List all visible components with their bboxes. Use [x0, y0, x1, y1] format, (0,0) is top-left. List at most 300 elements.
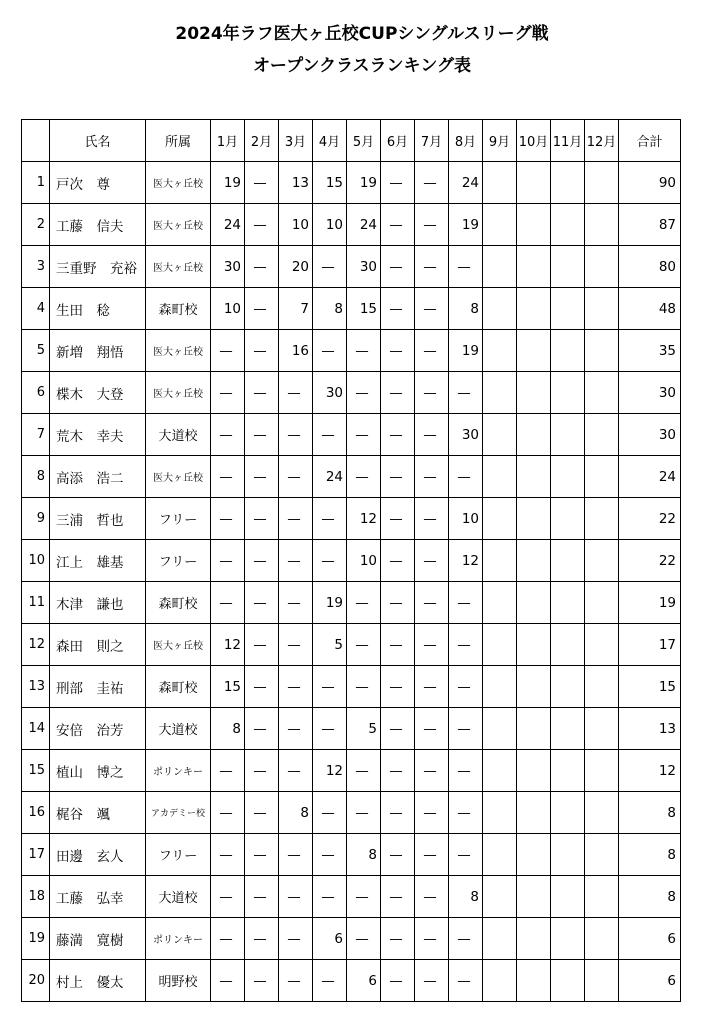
month-score-cell: 12: [211, 624, 245, 666]
month-score-cell: —: [449, 666, 483, 708]
month-score-cell: [483, 372, 517, 414]
month-score-cell: [483, 330, 517, 372]
header-month-10: 10月: [517, 120, 551, 162]
rank-cell: 1: [22, 162, 50, 204]
month-score-cell: 24: [449, 162, 483, 204]
month-score-cell: 15: [347, 288, 381, 330]
affiliation-cell: フリー: [146, 498, 211, 540]
month-score-cell: —: [347, 456, 381, 498]
month-score-cell: 10: [211, 288, 245, 330]
month-score-cell: [483, 624, 517, 666]
month-score-cell: —: [313, 540, 347, 582]
month-score-cell: 10: [279, 204, 313, 246]
month-score-cell: 19: [347, 162, 381, 204]
player-name: 楪木 大登: [50, 372, 146, 414]
month-score-cell: [551, 498, 585, 540]
month-score-cell: —: [347, 582, 381, 624]
month-score-cell: [585, 666, 619, 708]
month-score-cell: [483, 414, 517, 456]
month-score-cell: 19: [313, 582, 347, 624]
month-score-cell: [551, 708, 585, 750]
total-cell: 8: [619, 876, 681, 918]
month-score-cell: —: [415, 792, 449, 834]
month-score-cell: —: [279, 918, 313, 960]
month-score-cell: [551, 288, 585, 330]
month-score-cell: [551, 750, 585, 792]
month-score-cell: [585, 540, 619, 582]
month-score-cell: 10: [449, 498, 483, 540]
header-month-8: 8月: [449, 120, 483, 162]
month-score-cell: [517, 204, 551, 246]
month-score-cell: —: [245, 876, 279, 918]
month-score-cell: —: [415, 540, 449, 582]
month-score-cell: 6: [313, 918, 347, 960]
month-score-cell: [585, 162, 619, 204]
month-score-cell: [551, 792, 585, 834]
month-score-cell: —: [211, 918, 245, 960]
affiliation-cell: 医大ヶ丘校: [146, 372, 211, 414]
header-total: 合計: [619, 120, 681, 162]
month-score-cell: —: [415, 876, 449, 918]
month-score-cell: —: [245, 960, 279, 1002]
total-cell: 8: [619, 792, 681, 834]
total-cell: 30: [619, 372, 681, 414]
month-score-cell: [551, 960, 585, 1002]
total-cell: 8: [619, 834, 681, 876]
month-score-cell: [551, 666, 585, 708]
month-score-cell: —: [415, 750, 449, 792]
month-score-cell: 8: [449, 288, 483, 330]
month-score-cell: [585, 792, 619, 834]
month-score-cell: [551, 414, 585, 456]
rank-cell: 6: [22, 372, 50, 414]
month-score-cell: [585, 498, 619, 540]
month-score-cell: [585, 372, 619, 414]
month-score-cell: —: [245, 456, 279, 498]
month-score-cell: —: [381, 666, 415, 708]
month-score-cell: —: [245, 330, 279, 372]
month-score-cell: [517, 624, 551, 666]
total-cell: 87: [619, 204, 681, 246]
month-score-cell: —: [245, 834, 279, 876]
rank-cell: 15: [22, 750, 50, 792]
month-score-cell: [551, 834, 585, 876]
month-score-cell: —: [381, 708, 415, 750]
month-score-cell: —: [211, 540, 245, 582]
page-title: 2024年ラフ医大ヶ丘校CUPシングルスリーグ戦: [175, 24, 549, 44]
header-affiliation: 所属: [146, 120, 211, 162]
table-row: [22, 876, 681, 918]
ranking-table: [21, 119, 681, 1002]
month-score-cell: —: [415, 960, 449, 1002]
month-score-cell: —: [211, 834, 245, 876]
month-score-cell: [585, 204, 619, 246]
month-score-cell: —: [279, 666, 313, 708]
month-score-cell: —: [381, 792, 415, 834]
rank-cell: 16: [22, 792, 50, 834]
player-name: 工藤 信夫: [50, 204, 146, 246]
month-score-cell: —: [279, 582, 313, 624]
month-score-cell: —: [279, 372, 313, 414]
month-score-cell: —: [381, 414, 415, 456]
month-score-cell: —: [279, 708, 313, 750]
table-row: [22, 960, 681, 1002]
month-score-cell: [585, 708, 619, 750]
month-score-cell: —: [381, 246, 415, 288]
table-row: [22, 162, 681, 204]
player-name: 荒木 幸夫: [50, 414, 146, 456]
month-score-cell: [483, 918, 517, 960]
rank-cell: 18: [22, 876, 50, 918]
month-score-cell: —: [415, 666, 449, 708]
month-score-cell: —: [381, 162, 415, 204]
month-score-cell: 19: [211, 162, 245, 204]
month-score-cell: [483, 582, 517, 624]
affiliation-cell: 大道校: [146, 708, 211, 750]
month-score-cell: —: [449, 582, 483, 624]
month-score-cell: [517, 750, 551, 792]
affiliation-cell: フリー: [146, 540, 211, 582]
month-score-cell: —: [381, 204, 415, 246]
table-row: [22, 498, 681, 540]
month-score-cell: [517, 708, 551, 750]
month-score-cell: —: [245, 582, 279, 624]
table-row: [22, 582, 681, 624]
total-cell: 17: [619, 624, 681, 666]
month-score-cell: 20: [279, 246, 313, 288]
month-score-cell: [585, 960, 619, 1002]
table-row: [22, 750, 681, 792]
month-score-cell: [483, 204, 517, 246]
table-row: [22, 288, 681, 330]
affiliation-cell: アカデミー校: [146, 792, 211, 834]
month-score-cell: —: [279, 750, 313, 792]
month-score-cell: —: [381, 540, 415, 582]
rank-cell: 20: [22, 960, 50, 1002]
month-score-cell: 8: [313, 288, 347, 330]
month-score-cell: —: [211, 372, 245, 414]
total-cell: 6: [619, 960, 681, 1002]
month-score-cell: [483, 708, 517, 750]
month-score-cell: —: [415, 918, 449, 960]
month-score-cell: —: [415, 582, 449, 624]
month-score-cell: —: [415, 834, 449, 876]
month-score-cell: —: [313, 246, 347, 288]
player-name: 田邊 玄人: [50, 834, 146, 876]
month-score-cell: [517, 162, 551, 204]
month-score-cell: [483, 246, 517, 288]
month-score-cell: —: [245, 498, 279, 540]
month-score-cell: [585, 834, 619, 876]
month-score-cell: [517, 876, 551, 918]
header-month-9: 9月: [483, 120, 517, 162]
month-score-cell: [483, 792, 517, 834]
month-score-cell: [551, 162, 585, 204]
month-score-cell: 7: [279, 288, 313, 330]
month-score-cell: —: [313, 876, 347, 918]
month-score-cell: [585, 246, 619, 288]
month-score-cell: —: [347, 414, 381, 456]
player-name: 工藤 弘幸: [50, 876, 146, 918]
header-month-11: 11月: [551, 120, 585, 162]
month-score-cell: —: [245, 624, 279, 666]
month-score-cell: [585, 582, 619, 624]
month-score-cell: —: [313, 834, 347, 876]
month-score-cell: —: [449, 750, 483, 792]
month-score-cell: —: [381, 330, 415, 372]
month-score-cell: [483, 162, 517, 204]
month-score-cell: —: [245, 246, 279, 288]
player-name: 生田 稔: [50, 288, 146, 330]
month-score-cell: 19: [449, 204, 483, 246]
month-score-cell: —: [381, 624, 415, 666]
total-cell: 30: [619, 414, 681, 456]
month-score-cell: —: [245, 204, 279, 246]
month-score-cell: —: [279, 624, 313, 666]
month-score-cell: —: [245, 288, 279, 330]
table-row: [22, 456, 681, 498]
total-cell: 19: [619, 582, 681, 624]
month-score-cell: [517, 330, 551, 372]
month-score-cell: [517, 540, 551, 582]
header-month-6: 6月: [381, 120, 415, 162]
month-score-cell: 6: [347, 960, 381, 1002]
affiliation-cell: 医大ヶ丘校: [146, 330, 211, 372]
affiliation-cell: ポリンキー: [146, 750, 211, 792]
player-name: 木津 謙也: [50, 582, 146, 624]
table-row: [22, 246, 681, 288]
header-month-2: 2月: [245, 120, 279, 162]
month-score-cell: —: [313, 792, 347, 834]
affiliation-cell: 大道校: [146, 876, 211, 918]
month-score-cell: —: [279, 456, 313, 498]
month-score-cell: 19: [449, 330, 483, 372]
month-score-cell: —: [279, 960, 313, 1002]
player-name: 村上 優太: [50, 960, 146, 1002]
month-score-cell: —: [347, 792, 381, 834]
month-score-cell: —: [415, 204, 449, 246]
month-score-cell: [483, 960, 517, 1002]
affiliation-cell: ポリンキー: [146, 918, 211, 960]
month-score-cell: —: [347, 750, 381, 792]
player-name: 梶谷 颯: [50, 792, 146, 834]
table-row: [22, 708, 681, 750]
rank-cell: 7: [22, 414, 50, 456]
month-score-cell: —: [381, 456, 415, 498]
header-month-12: 12月: [585, 120, 619, 162]
month-score-cell: [585, 456, 619, 498]
month-score-cell: —: [245, 540, 279, 582]
month-score-cell: 30: [347, 246, 381, 288]
month-score-cell: [551, 330, 585, 372]
month-score-cell: 8: [449, 876, 483, 918]
month-score-cell: —: [415, 162, 449, 204]
month-score-cell: [483, 876, 517, 918]
month-score-cell: —: [313, 414, 347, 456]
page-subtitle: オープンクラスランキング表: [252, 56, 472, 76]
month-score-cell: [551, 540, 585, 582]
month-score-cell: —: [449, 960, 483, 1002]
month-score-cell: —: [279, 498, 313, 540]
month-score-cell: 5: [347, 708, 381, 750]
month-score-cell: —: [381, 288, 415, 330]
affiliation-cell: 森町校: [146, 288, 211, 330]
month-score-cell: —: [211, 792, 245, 834]
month-score-cell: [517, 792, 551, 834]
month-score-cell: —: [449, 708, 483, 750]
month-score-cell: —: [347, 330, 381, 372]
month-score-cell: 8: [279, 792, 313, 834]
month-score-cell: [551, 456, 585, 498]
month-score-cell: 12: [449, 540, 483, 582]
month-score-cell: [585, 750, 619, 792]
total-cell: 15: [619, 666, 681, 708]
month-score-cell: [585, 876, 619, 918]
player-name: 江上 雄基: [50, 540, 146, 582]
month-score-cell: 30: [211, 246, 245, 288]
ranking-rows: [22, 162, 681, 1002]
month-score-cell: [517, 918, 551, 960]
month-score-cell: 24: [211, 204, 245, 246]
rank-cell: 5: [22, 330, 50, 372]
header-month-4: 4月: [313, 120, 347, 162]
player-name: 森田 則之: [50, 624, 146, 666]
month-score-cell: 15: [211, 666, 245, 708]
month-score-cell: [551, 624, 585, 666]
month-score-cell: —: [313, 708, 347, 750]
header-name: 氏名: [50, 120, 146, 162]
month-score-cell: —: [279, 540, 313, 582]
rank-cell: 10: [22, 540, 50, 582]
month-score-cell: —: [279, 876, 313, 918]
month-score-cell: —: [211, 456, 245, 498]
total-cell: 22: [619, 498, 681, 540]
total-cell: 48: [619, 288, 681, 330]
month-score-cell: —: [449, 372, 483, 414]
month-score-cell: [483, 456, 517, 498]
player-name: 三重野 充裕: [50, 246, 146, 288]
table-row: [22, 540, 681, 582]
affiliation-cell: 大道校: [146, 414, 211, 456]
month-score-cell: —: [245, 666, 279, 708]
month-score-cell: [517, 456, 551, 498]
month-score-cell: —: [415, 498, 449, 540]
month-score-cell: 12: [313, 750, 347, 792]
month-score-cell: —: [347, 918, 381, 960]
affiliation-cell: 医大ヶ丘校: [146, 204, 211, 246]
total-cell: 80: [619, 246, 681, 288]
player-name: 高添 浩二: [50, 456, 146, 498]
month-score-cell: [483, 666, 517, 708]
month-score-cell: —: [245, 918, 279, 960]
month-score-cell: [483, 498, 517, 540]
month-score-cell: —: [415, 330, 449, 372]
month-score-cell: —: [415, 414, 449, 456]
rank-cell: 3: [22, 246, 50, 288]
affiliation-cell: 医大ヶ丘校: [146, 246, 211, 288]
month-score-cell: —: [415, 372, 449, 414]
month-score-cell: 8: [347, 834, 381, 876]
month-score-cell: —: [211, 750, 245, 792]
month-score-cell: —: [381, 918, 415, 960]
month-score-cell: [551, 204, 585, 246]
table-row: [22, 624, 681, 666]
month-score-cell: —: [211, 330, 245, 372]
month-score-cell: [585, 918, 619, 960]
month-score-cell: [551, 582, 585, 624]
affiliation-cell: 医大ヶ丘校: [146, 624, 211, 666]
month-score-cell: —: [279, 414, 313, 456]
month-score-cell: —: [211, 582, 245, 624]
table-row: [22, 414, 681, 456]
header-month-1: 1月: [211, 120, 245, 162]
month-score-cell: —: [211, 960, 245, 1002]
month-score-cell: —: [347, 624, 381, 666]
table-row: [22, 918, 681, 960]
table-row: [22, 372, 681, 414]
affiliation-cell: 明野校: [146, 960, 211, 1002]
month-score-cell: —: [313, 960, 347, 1002]
month-score-cell: [517, 414, 551, 456]
month-score-cell: [483, 834, 517, 876]
month-score-cell: —: [313, 498, 347, 540]
month-score-cell: [517, 498, 551, 540]
player-name: 戸次 尊: [50, 162, 146, 204]
month-score-cell: 16: [279, 330, 313, 372]
month-score-cell: —: [347, 876, 381, 918]
month-score-cell: 8: [211, 708, 245, 750]
month-score-cell: —: [449, 624, 483, 666]
month-score-cell: [517, 288, 551, 330]
rank-cell: 2: [22, 204, 50, 246]
month-score-cell: —: [381, 876, 415, 918]
month-score-cell: 10: [347, 540, 381, 582]
month-score-cell: [551, 246, 585, 288]
month-score-cell: —: [415, 456, 449, 498]
month-score-cell: [551, 372, 585, 414]
month-score-cell: —: [415, 246, 449, 288]
month-score-cell: —: [449, 456, 483, 498]
affiliation-cell: フリー: [146, 834, 211, 876]
total-cell: 35: [619, 330, 681, 372]
month-score-cell: —: [381, 750, 415, 792]
header-row: [22, 120, 681, 162]
player-name: 藤満 寛樹: [50, 918, 146, 960]
month-score-cell: [585, 414, 619, 456]
rank-cell: 9: [22, 498, 50, 540]
month-score-cell: —: [449, 834, 483, 876]
month-score-cell: —: [381, 960, 415, 1002]
month-score-cell: —: [449, 246, 483, 288]
total-cell: 13: [619, 708, 681, 750]
player-name: 安倍 治芳: [50, 708, 146, 750]
month-score-cell: —: [415, 708, 449, 750]
affiliation-cell: 医大ヶ丘校: [146, 162, 211, 204]
month-score-cell: —: [347, 372, 381, 414]
rank-cell: 19: [22, 918, 50, 960]
month-score-cell: [585, 624, 619, 666]
month-score-cell: [483, 540, 517, 582]
month-score-cell: —: [381, 834, 415, 876]
month-score-cell: —: [415, 288, 449, 330]
month-score-cell: [483, 288, 517, 330]
month-score-cell: [585, 330, 619, 372]
rank-cell: 13: [22, 666, 50, 708]
rank-cell: 14: [22, 708, 50, 750]
player-name: 植山 博之: [50, 750, 146, 792]
rank-cell: 12: [22, 624, 50, 666]
player-name: 刑部 圭祐: [50, 666, 146, 708]
